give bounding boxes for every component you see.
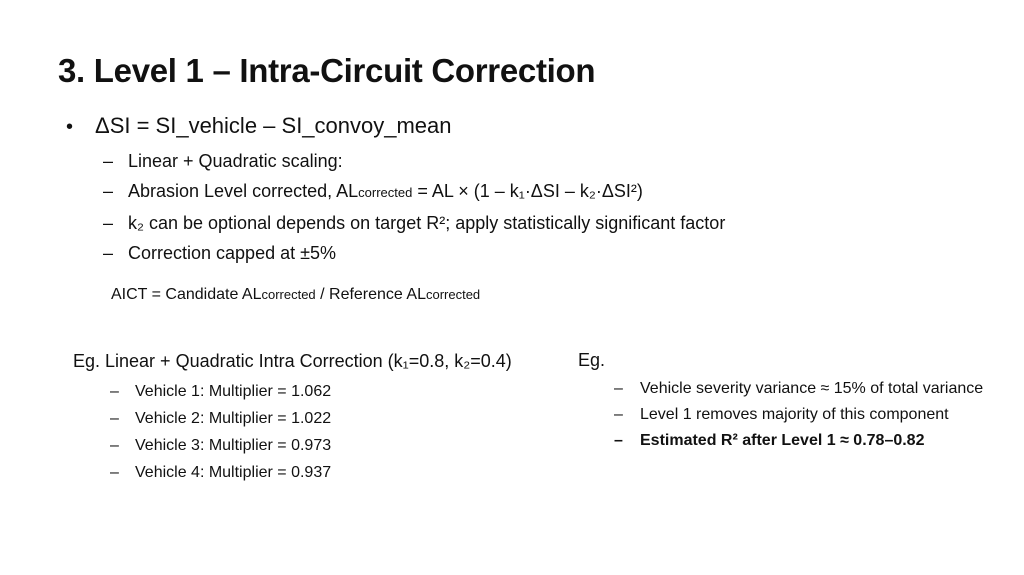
- list-item: [614, 428, 983, 454]
- vehicle-multiplier: Vehicle 2: Multiplier = 1.022: [135, 410, 332, 427]
- example-left-list: [110, 378, 331, 486]
- main-bullet: [66, 113, 452, 139]
- aict-subscript-2: corrected: [425, 287, 481, 302]
- dash-marker: –: [103, 181, 114, 201]
- bullet-marker: •: [66, 116, 74, 138]
- list-item: [110, 432, 331, 459]
- sub-bullet-text: k₂ can be optional depends on target R²; apply statistically significant factor: [128, 213, 726, 233]
- main-bullet-text: ΔSI = SI_vehicle – SI_convoy_mean: [95, 113, 452, 138]
- dash-marker: –: [614, 432, 623, 449]
- vehicle-multiplier: Vehicle 3: Multiplier = 0.973: [135, 437, 332, 454]
- sub-bullet-abrasion-formula: [103, 176, 725, 208]
- list-item: [110, 405, 331, 432]
- vehicle-multiplier: Vehicle 4: Multiplier = 0.937: [135, 464, 332, 481]
- vehicle-multiplier: Vehicle 1: Multiplier = 1.062: [135, 383, 332, 400]
- slide-title: 3. Level 1 – Intra-Circuit Correction: [58, 52, 596, 89]
- sub-bullet-correction-cap: [103, 238, 725, 268]
- formula-text-prefix: Abrasion Level corrected, AL: [128, 181, 359, 201]
- sub-bullet-text: Linear + Quadratic scaling:: [128, 151, 343, 171]
- dash-marker: –: [103, 243, 114, 263]
- dash-marker: –: [614, 406, 623, 423]
- formula-subscript: corrected: [358, 185, 413, 200]
- example-right-list: [614, 376, 983, 454]
- variance-note: Vehicle severity variance ≈ 15% of total variance: [640, 380, 984, 397]
- example-right-heading: Eg.: [578, 350, 606, 370]
- sub-bullet-k2-optional: [103, 208, 725, 238]
- aict-text-a: AICT = Candidate AL: [111, 286, 262, 303]
- dash-marker: –: [614, 380, 623, 397]
- list-item: [614, 376, 983, 402]
- component-note: Level 1 removes majority of this component: [640, 406, 949, 423]
- dash-marker: –: [110, 410, 119, 427]
- aict-formula: [111, 286, 480, 304]
- sub-bullet-scaling: [103, 146, 725, 176]
- list-item: [110, 378, 331, 405]
- sub-bullet-list: [103, 146, 725, 268]
- list-item: [110, 459, 331, 486]
- dash-marker: –: [103, 213, 114, 233]
- dash-marker: –: [110, 383, 119, 400]
- formula-text-suffix: = AL × (1 – k₁·ΔSI – k₂·ΔSI²): [412, 181, 643, 201]
- example-left-heading: Eg. Linear + Quadratic Intra Correction (k₁=0.8, k₂=0.4): [73, 351, 512, 371]
- dash-marker: –: [103, 151, 114, 171]
- list-item: [614, 402, 983, 428]
- aict-text-b: / Reference AL: [315, 286, 426, 303]
- aict-subscript-1: corrected: [261, 287, 316, 302]
- estimated-r2-note: Estimated R² after Level 1 ≈ 0.78–0.82: [640, 432, 925, 449]
- dash-marker: –: [110, 437, 119, 454]
- sub-bullet-text: Correction capped at ±5%: [128, 243, 336, 263]
- dash-marker: –: [110, 464, 119, 481]
